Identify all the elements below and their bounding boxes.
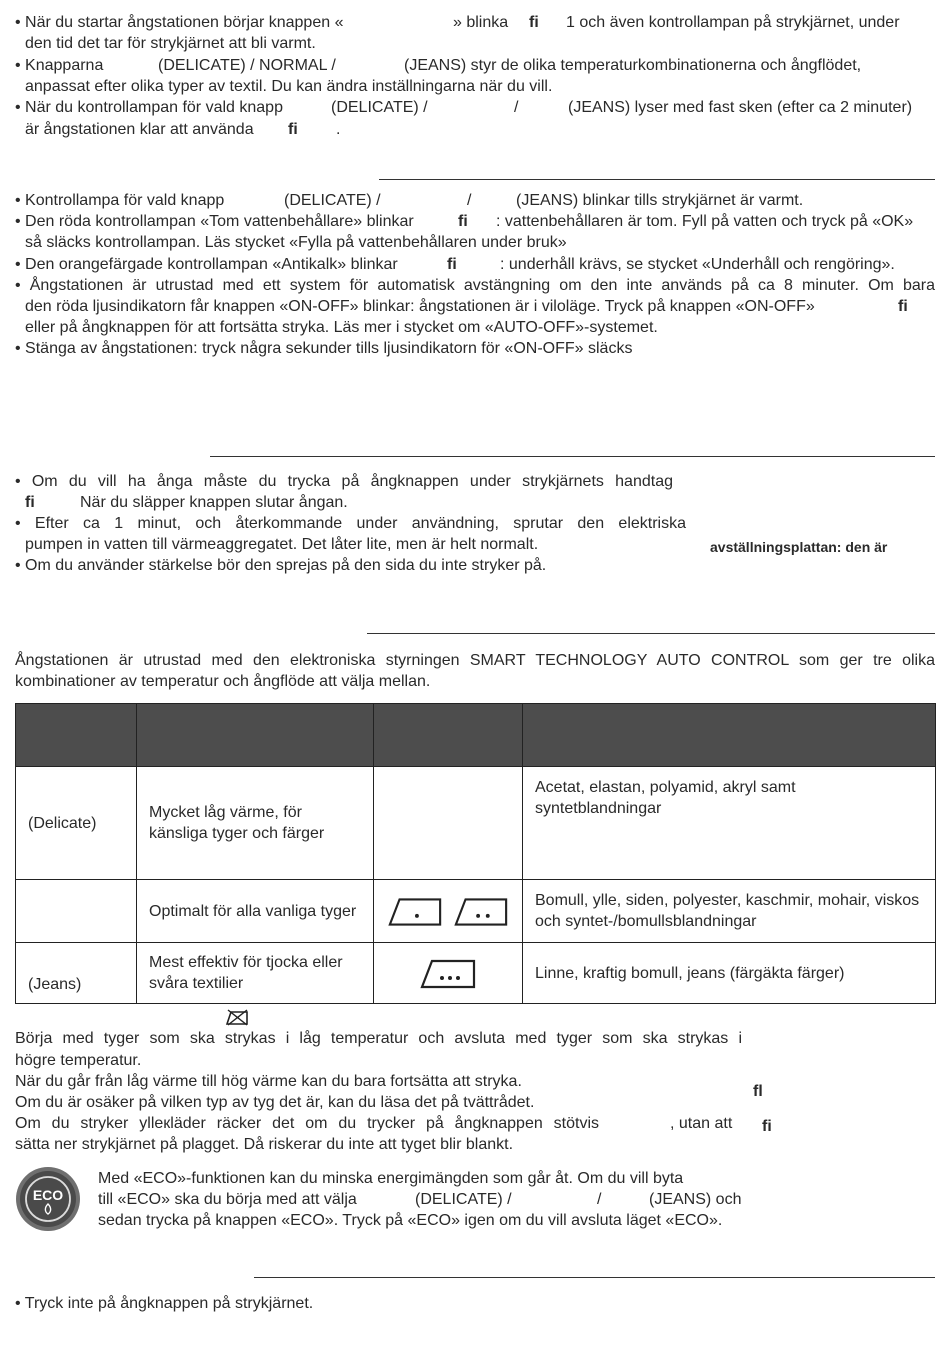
bullet-buttons-b: (DELICATE) / NORMAL /: [158, 57, 336, 74]
status-line-2b: : vattenbehållaren är tom. Fyll på vatten och tryck på «OK»: [496, 213, 914, 230]
tips-line-1: Börja med tyger som ska strykas i låg temperatur och avsluta med tyger som ska strykas i: [15, 1030, 742, 1047]
bullet-ready-a: • När du kontrollampan för vald knapp: [15, 99, 283, 116]
setting-icon-cell: [374, 880, 523, 943]
bullet-start-text-2: » blinka: [453, 14, 509, 31]
status-line-5: • Ångstationen är utrustad med ett system för automatisk avstängning om den inte används på ca 8 minuter. Om bara: [15, 277, 935, 294]
setting-description: Optimalt för alla vanliga tyger: [137, 880, 374, 943]
warning-line: • Tryck inte på ångknappen på strykjärnet.: [15, 1295, 314, 1312]
tips-line-5a: Om du stryker ylleкläder räcker det om du trycker på ångknappen stötvis: [15, 1115, 599, 1132]
setting-fabrics: Acetat, elastan, polyamid, akryl samt syntetblandningar: [523, 767, 936, 880]
bullet-ready-d: (JEANS) lyser med fast sken (efter ca 2 minuter): [568, 99, 913, 116]
eco-line-2b: (DELICATE) /: [415, 1191, 512, 1208]
fi-glyph: ﬁ: [25, 494, 35, 511]
eco-line-3: sedan trycka på knappen «ECO». Tryck på «ECO» igen om du vill avsluta läget «ECO».: [98, 1212, 723, 1229]
status-line-1a: • Kontrollampa för vald knapp: [15, 192, 225, 209]
bullet-ready-b: (DELICATE) /: [331, 99, 428, 116]
status-line-2a: • Den röda kontrollampan «Tom vattenbehållare» blinkar: [15, 213, 414, 230]
no-steam-iron-icon: [225, 1009, 249, 1026]
eco-badge-label: ECO: [32, 1187, 64, 1203]
status-line-8: • Stänga av ångstationen: tryck några sekunder tills ljusindikatorn för «ON-OFF» släcks: [15, 340, 633, 357]
bullet-ready-c: /: [514, 99, 519, 116]
table-row: [16, 943, 936, 1004]
fi-glyph: ﬁ: [447, 256, 457, 273]
setting-description: Mycket låg värme, för känsliga tyger och färger: [137, 767, 374, 880]
bullet-start-text-3: 1 och även kontrollampan på strykjärnet, under: [566, 14, 900, 31]
section-divider: [367, 633, 935, 634]
eco-line-2a: till «ECO» ska du börja med att välja: [98, 1191, 357, 1208]
fi-glyph: ﬁ: [529, 14, 539, 31]
section-divider: [210, 456, 935, 457]
setting-fabrics: Bomull, ylle, siden, polyester, kaschmir, mohair, viskos och syntet-/bomullsblandningar: [523, 880, 936, 943]
steam-line-4: pumpen in vatten till värmeaggregatet. Det låter lite, men är helt normalt.: [25, 536, 539, 553]
table-header-cell: [137, 704, 374, 767]
iron-three-dots-icon: [418, 955, 478, 991]
tips-line-6: sätta ner strykjärnet på plagget. Då riskerar du inte att tyget blir blankt.: [15, 1136, 514, 1153]
table-header-cell: [523, 704, 936, 767]
fi-glyph: ﬁ: [458, 213, 468, 230]
status-line-1b: (DELICATE) /: [284, 192, 381, 209]
fi-glyph: ﬁ: [288, 121, 298, 138]
settings-intro-1: Ångstationen är utrustad med den elektroniska styrningen SMART TECHNOLOGY AUTO CONTROL som ger tre olika: [15, 652, 935, 669]
tips-line-5b: , utan att: [670, 1115, 733, 1132]
section-divider: [254, 1277, 935, 1278]
fl-glyph: ﬂ: [753, 1083, 763, 1100]
bullet-ready-cont-a: är ångstationen klar att använda: [25, 121, 254, 138]
iron-two-dots-icon: [452, 893, 510, 929]
fi-glyph: ﬁ: [898, 298, 908, 315]
bullet-buttons-c: (JEANS) styr de olika temperaturkombinationerna och ångflödet,: [404, 57, 862, 74]
table-header-cell: [16, 704, 137, 767]
table-header-row: [16, 704, 936, 767]
bullet-start-text: • När du startar ångstationen börjar knappen «: [15, 14, 344, 31]
settings-table: [15, 703, 936, 1004]
eco-line-2d: (JEANS) och: [649, 1191, 742, 1208]
steam-line-1: • Om du vill ha ånga måste du trycka på ångknappen under strykjärnets handtag: [15, 473, 673, 490]
fi-glyph: ﬁ: [762, 1118, 772, 1135]
steam-line-3: • Efter ca 1 minut, och återkommande under användning, sprutar den elektriska: [15, 515, 686, 532]
iron-one-dot-icon: [386, 893, 444, 929]
setting-name: [16, 880, 137, 943]
eco-button-icon: [15, 1166, 81, 1232]
tips-line-3: När du går från låg värme till hög värme kan du bara fortsätta att stryka.: [15, 1073, 522, 1090]
steam-line-2: När du släpper knappen slutar ångan.: [80, 494, 348, 511]
setting-icon-cell: [374, 767, 523, 880]
setting-icon-cell: [374, 943, 523, 1004]
status-line-7: eller på ångknappen för att fortsätta stryka. Läs mer i stycket om «AUTO-OFF»-systemet.: [25, 319, 658, 336]
tips-line-4: Om du är osäker på vilken typ av tyg det är, kan du läsa det på tvättrådet.: [15, 1094, 535, 1111]
setting-name: (Delicate): [16, 767, 137, 880]
status-line-3: så släcks kontrollampan. Läs stycket «Fylla på vattenbehållaren under bruk»: [25, 234, 567, 251]
settings-intro-2: kombinationer av temperatur och ångflöde att välja mellan.: [15, 673, 431, 690]
setting-fabrics: Linne, kraftig bomull, jeans (färgäkta färger): [523, 943, 936, 1004]
bullet-buttons-cont: anpassat efter olika typer av textil. Du kan ändra inställningarna när du vill.: [25, 78, 553, 95]
eco-line-2c: /: [597, 1191, 602, 1208]
status-line-6: den röda ljusindikatorn får knappen «ON-OFF» blinkar: ångstationen är i viloläge. Tryck på knappen «ON-OFF»: [25, 298, 815, 315]
status-line-4a: • Den orangefärgade kontrollampan «Antikalk» blinkar: [15, 256, 398, 273]
side-note: avställningsplattan: den är: [710, 539, 888, 555]
table-row: [16, 880, 936, 943]
status-line-1d: (JEANS) blinkar tills strykjärnet är varmt.: [516, 192, 804, 209]
table-row: [16, 767, 936, 880]
bullet-ready-cont-b: .: [336, 121, 341, 138]
section-divider: [379, 179, 935, 180]
bullet-buttons-a: • Knapparna: [15, 57, 104, 74]
tips-line-2: högre temperatur.: [15, 1052, 142, 1069]
bullet-start-cont: den tid det tar för strykjärnet att bli varmt.: [25, 35, 316, 52]
steam-line-5: • Om du använder stärkelse bör den sprejas på den sida du inte stryker på.: [15, 557, 547, 574]
setting-description: Mest effektiv för tjocka eller svåra textilier: [137, 943, 374, 1004]
setting-name: (Jeans): [16, 943, 137, 1004]
status-line-4b: : underhåll krävs, se stycket «Underhåll och rengöring».: [500, 256, 895, 273]
table-header-cell: [374, 704, 523, 767]
eco-line-1: Med «ECO»-funktionen kan du minska energimängden som går åt. Om du vill byta: [98, 1170, 684, 1187]
status-line-1c: /: [467, 192, 472, 209]
